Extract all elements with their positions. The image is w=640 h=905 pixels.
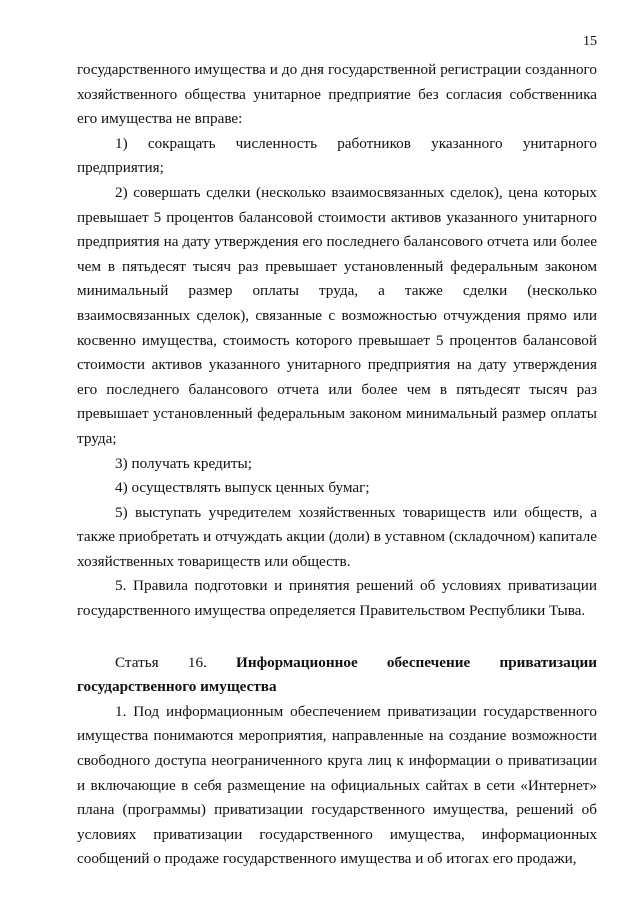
list-item-paragraph: 5) выступать учредителем хозяйственных товариществ или обществ, а также приобретать и отчуждать акции (доли) в уставном (складочном) капитале хозяйственных товариществ или обществ. xyxy=(77,503,597,570)
paragraph: государственного имущества и до дня государственной регистрации созданного хозяйственного общества унитарное предприятие без согласия собственника его имущества не вправе: xyxy=(77,61,597,128)
article-heading xyxy=(77,651,597,700)
article-title-continuation: государственного имущества xyxy=(77,678,277,696)
article-title-word: обеспечение xyxy=(386,653,471,671)
article-label: Статья xyxy=(115,653,159,671)
page-number: 15 xyxy=(583,34,597,49)
list-item-paragraph: 2) совершать сделки (несколько взаимосвязанных сделок), цена которых превышает 5 процентов балансовой стоимости активов указанного унитарного предприятия на дату утверждения его последнего балансового отчета или более чем в пятьдесят тысяч раз превышает установленный федеральным законом минимальный размер оплаты труда, а также сделки (несколько взаимосвязанных сделок), связанные с возможностью отчуждения прямо или косвенно имущества, стоимость которого превышает 5 процентов балансовой стоимости активов указанного унитарного предприятия на дату утверждения его последнего балансового отчета или более чем в пятьдесят тысяч раз превышает установленный федеральным законом минимальный размер оплаты труда; xyxy=(77,183,597,447)
article-number: 16. xyxy=(187,653,207,671)
section-spacer xyxy=(77,624,597,651)
paragraph: 5. Правила подготовки и принятия решений об условиях приватизации государственного имущества определяется Правительством Республики Тыва. xyxy=(77,577,597,620)
list-item-paragraph: 4) осуществлять выпуск ценных бумаг; xyxy=(115,479,370,497)
article-title-word: Информационное xyxy=(236,653,358,671)
article-title-word: приватизации xyxy=(499,653,597,671)
article-heading-line xyxy=(77,651,597,676)
paragraph: 1. Под информационным обеспечением приватизации государственного имущества понимаются мероприятия, направленные на создание возможности свободного доступа неограниченного круга лиц к информации о приватизации и включающие в себя размещение на официальных сайтах в сети «Интернет» плана (программы) приватизации государственного имущества, решений об условиях приватизации государственного имущества, информационных сообщений о продаже государственного имущества и об итогах его продажи, xyxy=(77,702,597,868)
document-body xyxy=(77,58,597,872)
list-item-paragraph: 1) сокращать численность работников указанного унитарного предприятия; xyxy=(77,134,597,177)
list-item-paragraph: 3) получать кредиты; xyxy=(115,454,252,472)
